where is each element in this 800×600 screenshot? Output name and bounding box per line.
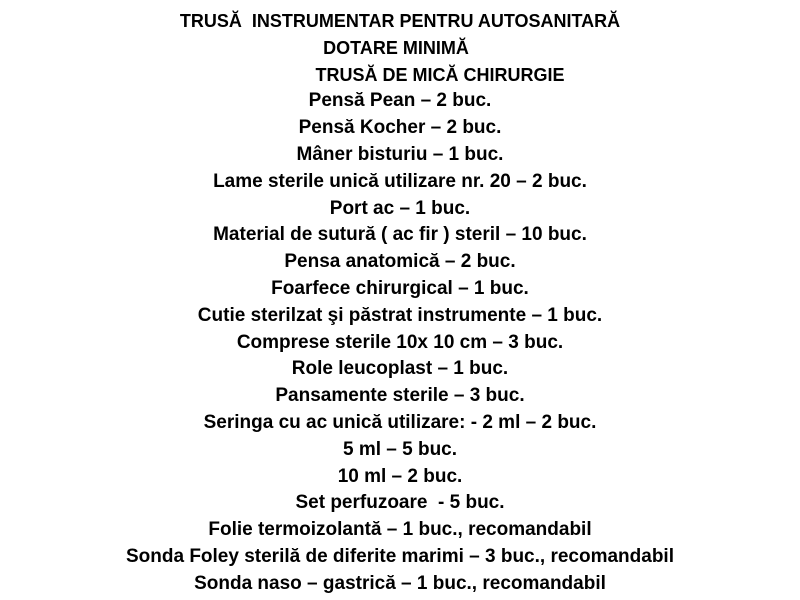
- list-item: Sonda naso – gastrică – 1 buc., recomandabil: [194, 572, 606, 594]
- list-item: Lame sterile unică utilizare nr. 20 – 2 buc.: [213, 170, 587, 192]
- list-item: 5 ml – 5 buc.: [342, 438, 458, 460]
- list-item: Sonda Foley sterilă de diferite marimi – 3 buc., recomandabil: [125, 545, 674, 567]
- list-item: Set perfuzoare - 5 buc.: [295, 492, 505, 514]
- list-item: Foarfece chirurgical – 1 buc.: [271, 277, 529, 299]
- list-item: Seringa cu ac unică utilizare: - 2 ml – 2 buc.: [203, 411, 597, 433]
- list-item: Folie termoizolantă – 1 buc., recomandabil: [208, 519, 592, 541]
- list-item: Role leucoplast – 1 buc.: [291, 358, 509, 380]
- section-title: TRUSĂ DE MICĂ CHIRURGIE: [315, 64, 565, 85]
- document-page: [0, 8, 800, 598]
- list-item: 10 ml – 2 buc.: [337, 465, 463, 487]
- document-title: TRUSĂ INSTRUMENTAR PENTRU AUTOSANITARĂ: [179, 11, 621, 31]
- list-item: Material de sutură ( ac fir ) steril – 10 buc.: [213, 224, 587, 246]
- list-item: Pensă Kocher – 2 buc.: [298, 117, 502, 139]
- list-item: Comprese sterile 10x 10 cm – 3 buc.: [236, 331, 564, 353]
- document-subtitle: DOTARE MINIMĂ: [323, 37, 469, 58]
- list-item: Pansamente sterile – 3 buc.: [275, 385, 525, 407]
- list-item: Pensa anatomică – 2 buc.: [284, 251, 516, 273]
- list-item: Pensă Pean – 2 buc.: [308, 90, 492, 112]
- list-item: Cutie sterilzat şi păstrat instrumente – 1 buc.: [197, 304, 603, 326]
- list-item: Port ac – 1 buc.: [329, 197, 471, 219]
- list-item: Mâner bisturiu – 1 buc.: [296, 143, 504, 165]
